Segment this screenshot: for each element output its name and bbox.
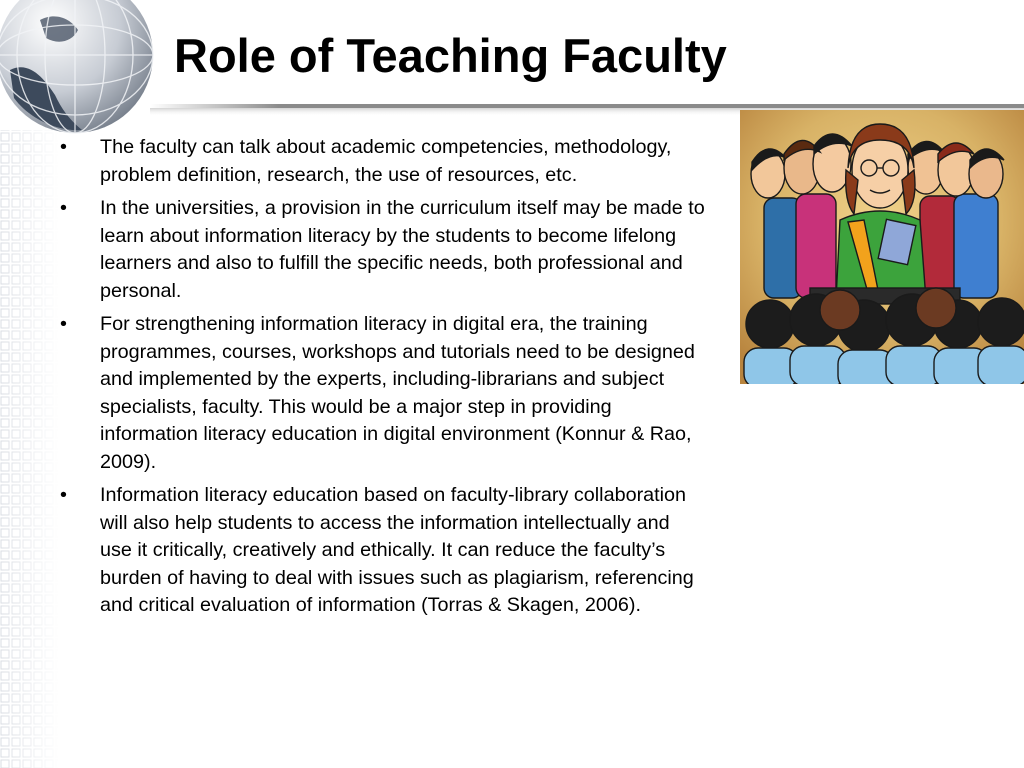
bullet-item bbox=[56, 134, 706, 189]
bullet-text: Information literacy education based on faculty-library collaboration will also help students to access the information intellectually and use it critically, creatively and ethically. It can reduce the faculty’s burden of having to deal with issues such as plagiarism, referencing and critical evaluation of information (Torras & Skagen, 2006). bbox=[100, 484, 694, 616]
bullet-item bbox=[56, 482, 706, 620]
slide-title: Role of Teaching Faculty bbox=[174, 29, 727, 82]
bullet-marker: • bbox=[60, 484, 67, 506]
bullet-item bbox=[56, 311, 706, 476]
teacher-with-students-illustration bbox=[740, 110, 1024, 384]
bullet-marker: • bbox=[60, 197, 67, 219]
bullet-text: The faculty can talk about academic competencies, methodology, problem definition, research, the use of resources, etc. bbox=[100, 136, 672, 186]
bullet-item bbox=[56, 195, 706, 305]
bullet-marker: • bbox=[60, 136, 67, 158]
bullet-text: In the universities, a provision in the curriculum itself may be made to learn about information literacy by the students to become lifelong learners and also to fulfill the specific needs, both professional and personal. bbox=[100, 197, 705, 302]
bullet-list bbox=[56, 134, 706, 626]
bullet-text: For strengthening information literacy in digital era, the training programmes, courses, workshops and tutorials need to be designed and implemented by the experts, including-librarians and subject specialists, faculty. This would be a major step in providing information literacy education in digital environment (Konnur & Rao, 2009). bbox=[100, 313, 695, 473]
bullet-marker: • bbox=[60, 313, 67, 335]
